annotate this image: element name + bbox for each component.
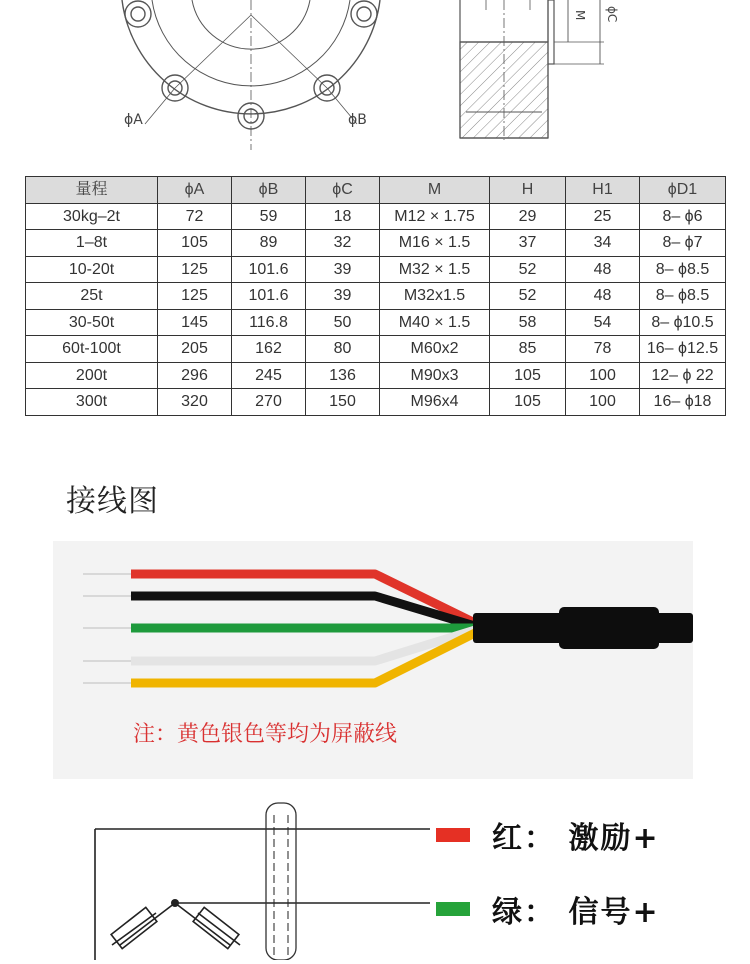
table-row — [26, 362, 726, 389]
table-cell: M60x2 — [380, 336, 490, 363]
bolt-hole — [351, 1, 377, 27]
table-row — [26, 230, 726, 257]
table-cell: 100 — [566, 389, 640, 416]
legend-signal-plus — [436, 887, 660, 931]
table-cell: 16– ϕ18 — [640, 389, 726, 416]
table-cell: 205 — [158, 336, 232, 363]
table-cell: 125 — [158, 283, 232, 310]
table-cell: 12– ϕ 22 — [640, 362, 726, 389]
table-cell: 116.8 — [232, 309, 306, 336]
table-cell: 59 — [232, 203, 306, 230]
table-cell: 8– ϕ6 — [640, 203, 726, 230]
table-cell: 8– ϕ10.5 — [640, 309, 726, 336]
table-row — [26, 203, 726, 230]
label-phi-a: ϕA — [124, 112, 143, 128]
table-cell: 145 — [158, 309, 232, 336]
table-cell: M12 × 1.75 — [380, 203, 490, 230]
table-cell: M16 × 1.5 — [380, 230, 490, 257]
table-cell: 16– ϕ12.5 — [640, 336, 726, 363]
header-m: M — [380, 177, 490, 204]
table-cell: 58 — [490, 309, 566, 336]
table-cell: 72 — [158, 203, 232, 230]
table-row — [26, 336, 726, 363]
table-cell: 200t — [26, 362, 158, 389]
table-cell: 54 — [566, 309, 640, 336]
dimension-drawing-svg — [0, 0, 750, 170]
table-cell: 105 — [490, 389, 566, 416]
table-cell: 125 — [158, 256, 232, 283]
shield-wire-note: 注：黄色银色等均为屏蔽线 — [133, 722, 398, 747]
wire-photo-panel — [53, 541, 693, 779]
table-cell: M40 × 1.5 — [380, 309, 490, 336]
table-cell: 1–8t — [26, 230, 158, 257]
table-cell: 300t — [26, 389, 158, 416]
table-cell: 296 — [158, 362, 232, 389]
label-phi-b: ϕB — [348, 112, 367, 128]
dimension-drawing — [0, 0, 750, 170]
wiring-title: 接线图 — [66, 484, 159, 519]
table-cell: 136 — [306, 362, 380, 389]
table-cell: 25t — [26, 283, 158, 310]
table-cell: 8– ϕ7 — [640, 230, 726, 257]
table-row — [26, 309, 726, 336]
table-cell: 150 — [306, 389, 380, 416]
header-phi-c: ϕC — [306, 177, 380, 204]
header-h: H — [490, 177, 566, 204]
table-cell: M96x4 — [380, 389, 490, 416]
label-phi-c: ϕC — [605, 6, 619, 23]
table-cell: 32 — [306, 230, 380, 257]
table-cell: 29 — [490, 203, 566, 230]
table-cell: 18 — [306, 203, 380, 230]
table-cell: 8– ϕ8.5 — [640, 283, 726, 310]
table-row — [26, 389, 726, 416]
table-cell: 80 — [306, 336, 380, 363]
table-cell: 25 — [566, 203, 640, 230]
table-cell: 245 — [232, 362, 306, 389]
table-cell: 270 — [232, 389, 306, 416]
table-cell: 101.6 — [232, 283, 306, 310]
strain-gauge-resistor — [111, 907, 157, 948]
table-cell: 52 — [490, 256, 566, 283]
table-cell: 52 — [490, 283, 566, 310]
table-cell: 37 — [490, 230, 566, 257]
table-cell: 8– ϕ8.5 — [640, 256, 726, 283]
table-cell: 30-50t — [26, 309, 158, 336]
table-cell: 10-20t — [26, 256, 158, 283]
table-cell: 105 — [490, 362, 566, 389]
wire-bundle — [131, 574, 475, 683]
header-phi-a: ϕA — [158, 177, 232, 204]
green-swatch — [436, 902, 470, 916]
legend-text-excitation: 红： 激励+ — [492, 821, 660, 856]
table-cell: 105 — [158, 230, 232, 257]
table-cell: 320 — [158, 389, 232, 416]
wiring-diagram — [0, 795, 750, 960]
table-cell: 48 — [566, 256, 640, 283]
table-cell: 30kg–2t — [26, 203, 158, 230]
table-cell: 48 — [566, 283, 640, 310]
header-h1: H1 — [566, 177, 640, 204]
table-cell: M32 × 1.5 — [380, 256, 490, 283]
legend-text-signal: 绿： 信号+ — [492, 895, 660, 930]
table-cell: 101.6 — [232, 256, 306, 283]
table-cell: 100 — [566, 362, 640, 389]
table-cell: 50 — [306, 309, 380, 336]
table-cell: 39 — [306, 283, 380, 310]
red-swatch — [436, 828, 470, 842]
table-cell: M90x3 — [380, 362, 490, 389]
table-row — [26, 283, 726, 310]
table-row — [26, 256, 726, 283]
table-cell: 85 — [490, 336, 566, 363]
bridge-node — [171, 899, 179, 907]
section-view — [460, 0, 604, 140]
table-cell: 39 — [306, 256, 380, 283]
table-header-row — [26, 177, 726, 204]
table-cell: 34 — [566, 230, 640, 257]
table-cell: 162 — [232, 336, 306, 363]
table-cell: 60t-100t — [26, 336, 158, 363]
legend-excitation-plus — [436, 813, 660, 857]
table-cell: M32x1.5 — [380, 283, 490, 310]
front-view — [122, 0, 380, 150]
cable-sleeve — [559, 607, 659, 649]
bolt-hole — [125, 1, 151, 27]
wire-leads — [83, 574, 131, 683]
table-cell: 89 — [232, 230, 306, 257]
header-range: 量程 — [26, 177, 158, 204]
spec-table-container — [25, 176, 725, 419]
table-cell: 78 — [566, 336, 640, 363]
header-phi-d1: ϕD1 — [640, 177, 726, 204]
spec-table — [25, 176, 726, 416]
header-phi-b: ϕB — [232, 177, 306, 204]
shield-tube — [266, 803, 296, 960]
label-m: M — [573, 10, 587, 21]
